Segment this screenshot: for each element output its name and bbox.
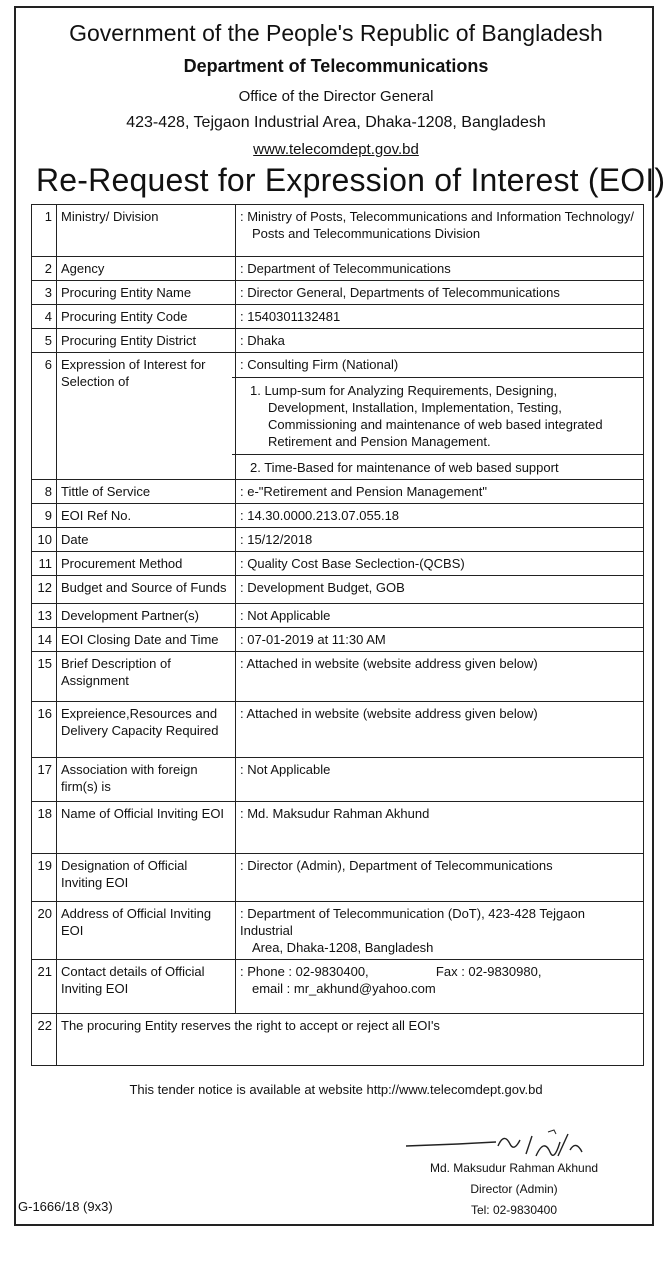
row-label: Procuring Entity District <box>57 329 236 353</box>
row-label: Association with foreign firm(s) is <box>57 758 236 802</box>
eoi-table <box>31 204 644 1066</box>
value-line: : Ministry of Posts, Telecommunications and Information Technology/ <box>240 209 635 224</box>
row-number: 3 <box>32 281 57 305</box>
row-number: 19 <box>32 854 57 902</box>
row-number: 13 <box>32 604 57 628</box>
table-row <box>32 758 644 802</box>
row-label: Address of Official Inviting EOI <box>57 902 236 960</box>
row-number: 4 <box>32 305 57 329</box>
contact-line <box>240 963 639 980</box>
page-title: Re-Request for Expression of Interest (EOI) <box>36 162 666 198</box>
row-label: Tittle of Service <box>57 480 236 504</box>
header-website-link[interactable]: www.telecomdept.gov.bd <box>253 141 419 158</box>
row-value: : Md. Maksudur Rahman Akhund <box>236 802 644 854</box>
row-value: : 14.30.0000.213.07.055.18 <box>236 504 644 528</box>
row-value: : Dhaka <box>236 329 644 353</box>
signatory-tel: Tel: 02-9830400 <box>470 1203 558 1217</box>
row-label: Budget and Source of Funds <box>57 576 236 604</box>
value-line: : Department of Telecommunication (DoT), 423-428 Tejgaon Industrial <box>240 906 585 938</box>
phone-text: : Phone : 02-9830400, <box>240 964 369 979</box>
table-row <box>32 576 644 604</box>
header-address: 423-428, Tejgaon Industrial Area, Dhaka-1208, Bangladesh <box>126 114 546 131</box>
fax-text: Fax : 02-9830980, <box>435 964 542 979</box>
signatory-designation: Director (Admin) <box>470 1182 558 1196</box>
row-label: Development Partner(s) <box>57 604 236 628</box>
row-number: 8 <box>32 480 57 504</box>
header-department: Department of Telecommunications <box>183 56 489 76</box>
row-value: : 1540301132481 <box>236 305 644 329</box>
row-value: : Not Applicable <box>236 604 644 628</box>
row-value <box>236 353 644 480</box>
row-value: : Department of Telecommunications <box>236 257 644 281</box>
table-row <box>32 702 644 758</box>
value-line: Area, Dhaka-1208, Bangladesh <box>252 940 434 955</box>
row-label: Ministry/ Division <box>57 205 236 257</box>
row-number: 15 <box>32 652 57 702</box>
row-number: 12 <box>32 576 57 604</box>
item-text: 1. Lump-sum for Analyzing Requirements, Designing, Development, Installation, Implementation, Testing, Commissioning and maintenance of web based integrated Retirement and Pension Management. <box>250 383 603 449</box>
table-row <box>32 281 644 305</box>
table-row <box>32 528 644 552</box>
row-label: Procurement Method <box>57 552 236 576</box>
row-value: : Not Applicable <box>236 758 644 802</box>
table-row <box>32 854 644 902</box>
notice-code: G-1666/18 (9x3) <box>18 1199 113 1214</box>
row-label: Brief Description of Assignment <box>57 652 236 702</box>
row-number: 9 <box>32 504 57 528</box>
row-number: 11 <box>32 552 57 576</box>
email-text[interactable]: email : mr_akhund@yahoo.com <box>252 981 436 996</box>
row-label: Date <box>57 528 236 552</box>
row-label: The procuring Entity reserves the right to accept or reject all EOI's <box>57 1014 644 1066</box>
row-number: 6 <box>32 353 57 480</box>
table-row <box>32 205 644 257</box>
row-value: : Director (Admin), Department of Telecommunications <box>236 854 644 902</box>
row-label: Procuring Entity Name <box>57 281 236 305</box>
row-value: : Attached in website (website address given below) <box>236 702 644 758</box>
table-row <box>32 902 644 960</box>
row-value: : Director General, Departments of Telecommunications <box>236 281 644 305</box>
row-number: 5 <box>32 329 57 353</box>
header-office: Office of the Director General <box>238 88 434 105</box>
row-label: Contact details of Official Inviting EOI <box>57 960 236 1014</box>
row-number: 16 <box>32 702 57 758</box>
row-number: 14 <box>32 628 57 652</box>
row-value <box>236 205 644 257</box>
table-row <box>32 802 644 854</box>
table-row <box>32 960 644 1014</box>
row-number: 17 <box>32 758 57 802</box>
value-line: : Consulting Firm (National) <box>240 357 399 372</box>
row-label: Expression of Interest for Selection of <box>57 353 236 480</box>
website-notice: This tender notice is available at website http://www.telecomdept.gov.bd <box>129 1082 543 1097</box>
row-value <box>236 960 644 1014</box>
signature-block <box>414 1158 614 1221</box>
selection-item-2 <box>232 454 643 479</box>
row-label: Expreience,Resources and Delivery Capacity Required <box>57 702 236 758</box>
table-row <box>32 552 644 576</box>
row-number: 10 <box>32 528 57 552</box>
selection-item-1 <box>232 377 643 453</box>
row-number: 20 <box>32 902 57 960</box>
row-value: : 07-01-2019 at 11:30 AM <box>236 628 644 652</box>
table-row <box>32 257 644 281</box>
table-row <box>32 504 644 528</box>
row-value: : e-"Retirement and Pension Management" <box>236 480 644 504</box>
item-text: 2. Time-Based for maintenance of web based support <box>250 460 559 475</box>
row-value: : Development Budget, GOB <box>236 576 644 604</box>
signatory-name: Md. Maksudur Rahman Akhund <box>429 1161 599 1175</box>
row-label: Designation of Official Inviting EOI <box>57 854 236 902</box>
value-line: Posts and Telecommunications Division <box>252 226 481 241</box>
table-row <box>32 329 644 353</box>
row-label: EOI Ref No. <box>57 504 236 528</box>
table-row <box>32 604 644 628</box>
row-value: : Quality Cost Base Seclection-(QCBS) <box>236 552 644 576</box>
table-row <box>32 480 644 504</box>
row-number: 21 <box>32 960 57 1014</box>
row-number: 22 <box>32 1014 57 1066</box>
row-value <box>236 902 644 960</box>
row-number: 1 <box>32 205 57 257</box>
row-label: Procuring Entity Code <box>57 305 236 329</box>
row-value: : 15/12/2018 <box>236 528 644 552</box>
table-row <box>32 305 644 329</box>
row-number: 18 <box>32 802 57 854</box>
row-label: Agency <box>57 257 236 281</box>
row-label: EOI Closing Date and Time <box>57 628 236 652</box>
row-number: 2 <box>32 257 57 281</box>
row-label: Name of Official Inviting EOI <box>57 802 236 854</box>
table-row <box>32 652 644 702</box>
header-government: Government of the People's Republic of Bangladesh <box>69 20 603 46</box>
row-value: : Attached in website (website address given below) <box>236 652 644 702</box>
table-row <box>32 353 644 480</box>
table-row <box>32 1014 644 1066</box>
table-row <box>32 628 644 652</box>
